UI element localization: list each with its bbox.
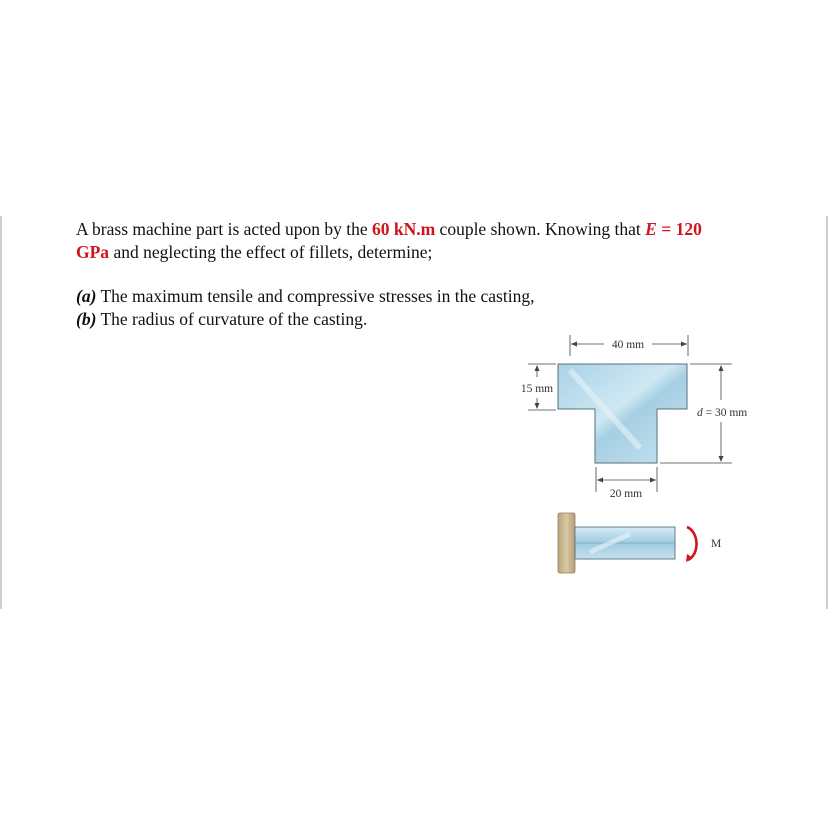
part-b	[76, 308, 776, 331]
dim-top-label: 40 mm	[611, 339, 645, 351]
part-b-tag: (b)	[76, 309, 97, 329]
part-a-text: The maximum tensile and compressive stresses in the casting,	[100, 286, 535, 306]
modulus-value: 120	[675, 219, 702, 239]
fixed-support-wall	[558, 513, 575, 573]
moment-label: M	[711, 538, 722, 550]
dim-bottom-label: 20 mm	[609, 488, 643, 500]
left-border	[0, 216, 2, 609]
intro-text-1: A brass machine part is acted upon by the	[76, 219, 372, 239]
dim-left-label: 15 mm	[520, 383, 554, 395]
dimension-top	[570, 335, 688, 356]
intro-text-2: couple shown. Knowing that	[435, 219, 646, 239]
modulus-unit: GPa	[76, 242, 110, 262]
intro-text-3: and neglecting the effect of fillets, determine;	[109, 242, 433, 262]
dim-right-symbol: d	[697, 407, 703, 419]
modulus-symbol: E	[645, 219, 657, 239]
modulus-equals: =	[656, 219, 676, 239]
dimension-bottom	[596, 467, 657, 500]
casting-diagram	[500, 330, 800, 580]
part-a	[76, 285, 776, 308]
dim-right-value: = 30 mm	[702, 407, 748, 419]
moment-arrow-head	[686, 554, 693, 562]
dim-right-label	[697, 407, 747, 419]
casting-figure	[500, 330, 800, 580]
part-a-tag: (a)	[76, 286, 97, 306]
dimension-left	[521, 364, 556, 410]
couple-value: 60 kN.m	[371, 219, 436, 239]
problem-statement	[76, 218, 776, 331]
problem-intro	[76, 218, 776, 264]
part-b-text: The radius of curvature of the casting.	[100, 309, 368, 329]
